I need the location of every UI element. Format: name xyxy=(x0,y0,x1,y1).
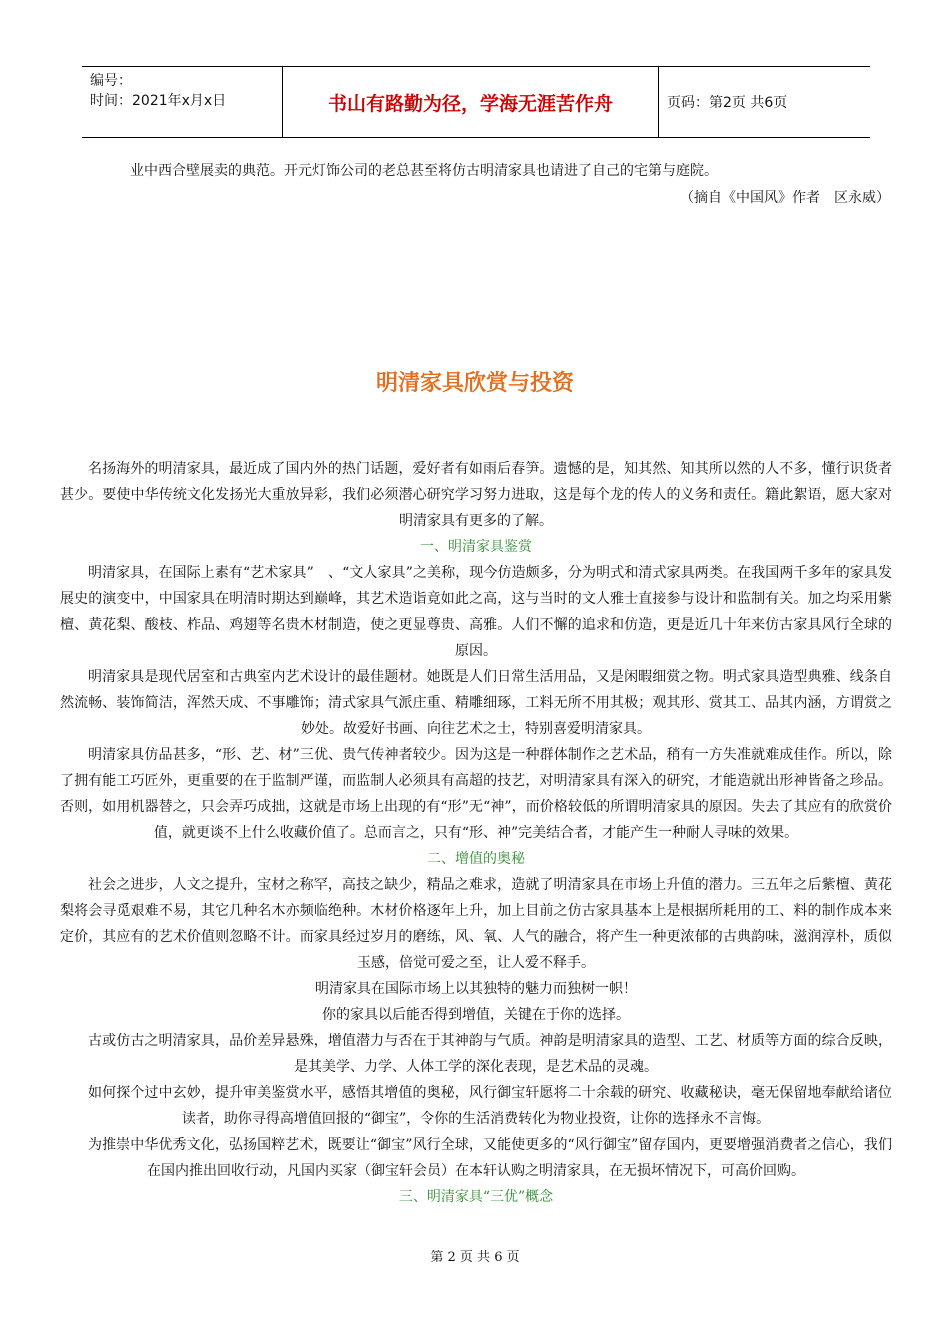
number-label: 编号： xyxy=(90,73,132,89)
article-title: 明清家具欣赏与投资 xyxy=(375,371,574,396)
paragraph: 为推崇中华优秀文化，弘扬国粹艺术，既要让“御宝”风行全球，又能使更多的“风行御宝”留存国内，更要增强消费者之信心，我们在国内推出回收行动，凡国内买家（御宝轩会员）在本轩认购之明清家具，在无损坏情况下，可高价回购。 xyxy=(88,1137,892,1179)
motto: 书山有路勤为径，学海无涯苦作舟 xyxy=(282,67,659,137)
section-heading: 二、增值的奥秘 xyxy=(427,851,525,867)
preface-source: （摘自《中国风》作者 区永威） xyxy=(680,190,890,206)
page-label: 页码：第2页 共6页 xyxy=(667,95,788,111)
paragraph: 如何探个过中玄妙，提升审美鉴赏水平，感悟其增值的奥秘，风行御宝轩愿将二十余载的研究、收藏秘诀，毫无保留地奉献给诸位读者，助你寻得高增值回报的“御宝”，令你的生活消费转化为物业投资，让你的选择永不言悔。 xyxy=(88,1085,892,1127)
section-heading: 三、明清家具“三优”概念 xyxy=(398,1189,554,1205)
paragraph: 明清家具，在国际上素有“艺术家具” 、“文人家具”之美称，现今仿造颇多，分为明式和清式家具两类。在我国两千多年的家具发展史的演变中，中国家具在明清时期达到巅峰，其艺术造诣竟如此之高，这与当时的文人雅士直接参与设计和监制有关。加之均采用紫檀、黄花梨、酸枝、柞品、鸡翅等名贵木材制造，使之更显尊贵、高雅。人们不懈的追求和仿造，更是近几十年来仿古家具风行全球的原因。 xyxy=(60,565,892,659)
preface-line: 业中西合壁展卖的典范。开元灯饰公司的老总甚至将仿古明清家具也请进了自己的宅第与庭院。 xyxy=(130,163,718,179)
paragraph: 你的家具以后能否得到增值，关键在于你的选择。 xyxy=(322,1007,630,1023)
article-body xyxy=(60,456,892,1210)
paragraph: 明清家具仿品甚多，“形、艺、材”三优、贵气传神者较少。因为这是一种群体制作之艺术品，稍有一方失准就难成佳作。所以，除了拥有能工巧匠外，更重要的在于监制严谨，而监制人必须具有高超的技艺，对明清家具有深入的研究，才能造就出形神皆备之珍品。否则，如用机器替之，只会弄巧成拙，这就是市场上出现的有“形”无“神”，而价格较低的所谓明清家具的原因。失去了其应有的欣赏价值，就更谈不上什么收藏价值了。总而言之，只有“形、神”完美结合者，才能产生一种耐人寻味的效果。 xyxy=(60,747,892,841)
paragraph: 明清家具在国际市场上以其独特的魅力而独树一帜！ xyxy=(315,981,637,997)
paragraph: 社会之进步，人文之提升，宝材之称罕，高技之缺少，精品之难求，造就了明清家具在市场上升值的潜力。三五年之后紫檀、黄花梨将会寻觅艰难不易，其它几种名木亦频临绝种。木材价格逐年上升，加上目前之仿古家具基本上是根据所耗用的工、料的制作成本来定价，其应有的艺术价值则忽略不计。而家具经过岁月的磨练，风、氧、人气的融合，将产生一种更浓郁的古典韵味，滋润淳朴，质似玉感，倍觉可爱之至，让人爱不释手。 xyxy=(60,877,892,971)
header-table xyxy=(82,66,870,138)
header-info-cell xyxy=(82,67,282,137)
section-heading: 一、明清家具鉴赏 xyxy=(420,539,532,555)
time-label: 时间：2021年x月x日 xyxy=(90,93,227,109)
paragraph: 名扬海外的明清家具，最近成了国内外的热门话题，爱好者有如雨后春笋。遗憾的是，知其然、知其所以然的人不多，懂行识货者甚少。要使中华传统文化发扬光大重放异彩，我们必须潜心研究学习努力进取，这是每个龙的传人的义务和责任。籍此絮语，愿大家对明清家具有更多的了解。 xyxy=(60,461,892,529)
page-footer: 第 2 页 共 6 页 xyxy=(430,1250,520,1265)
paragraph: 明清家具是现代居室和古典室内艺术设计的最佳题材。她既是人们日常生活用品，又是闲暇细赏之物。明式家具造型典雅、线条自然流畅、装饰简洁，浑然天成、不事雕饰；清式家具气派庄重、精雕细琢，工料无所不用其极；观其形、赏其工、品其内涵，方谓赏之妙处。故爱好书画、向往艺术之士，特别喜爱明清家具。 xyxy=(60,669,892,737)
paragraph: 古或仿古之明清家具，品价差异悬殊，增值潜力与否在于其神韵与气质。神韵是明清家具的造型、工艺、材质等方面的综合反映，是其美学、力学、人体工学的深化表现，是艺术品的灵魂。 xyxy=(88,1033,892,1075)
